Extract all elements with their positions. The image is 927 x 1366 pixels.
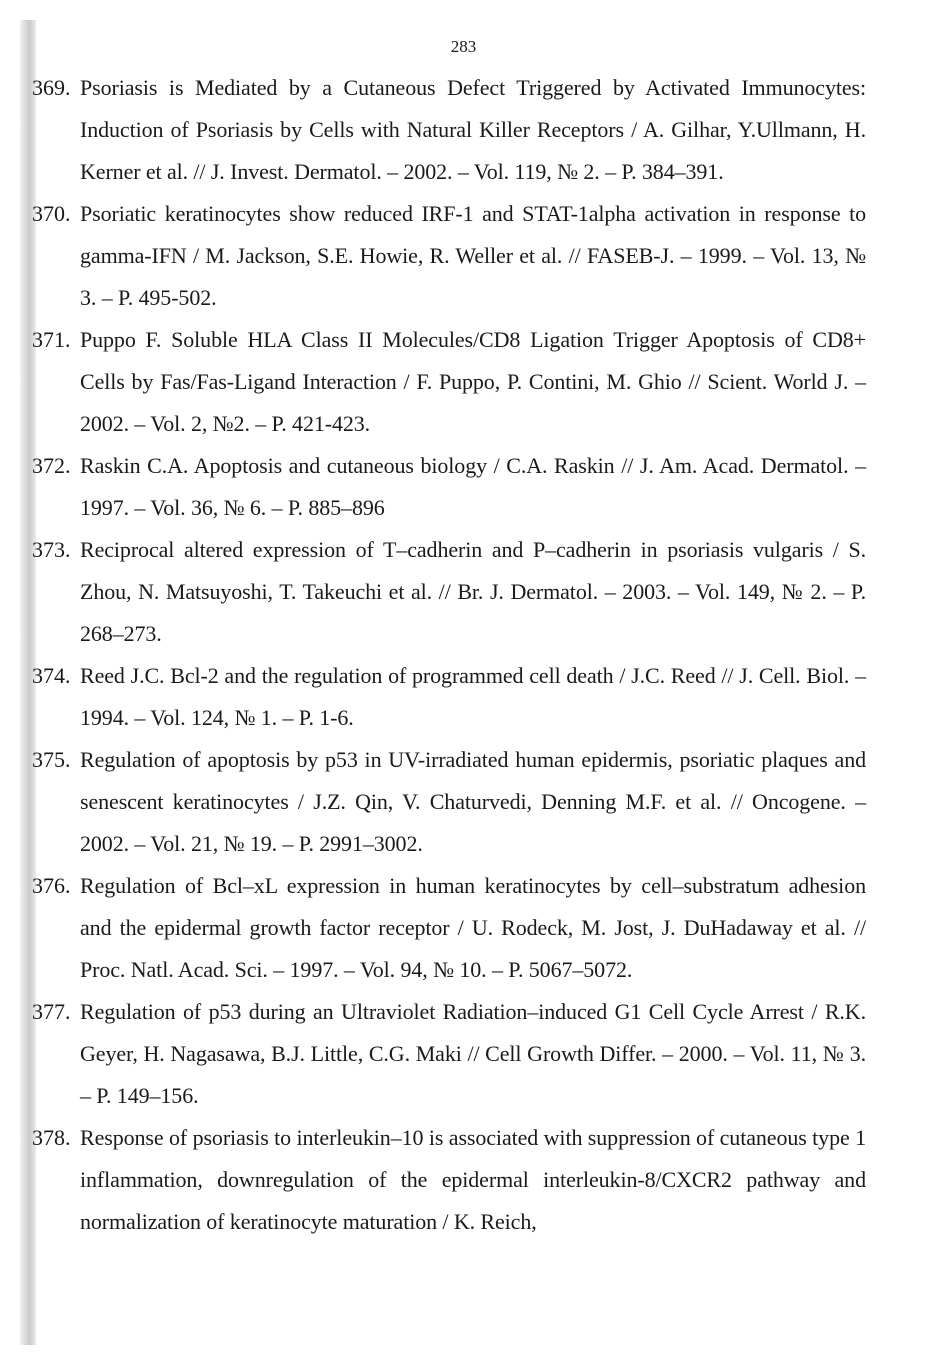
reference-item xyxy=(0,1117,927,1243)
reference-number: 371. xyxy=(32,327,71,352)
reference-text: Psoriasis is Mediated by a Cutaneous Defect Triggered by Activated Immunocytes: Induction of Psoriasis by Cells with Natural Killer Receptors / A. Gilhar, Y.Ullmann, H. Kerner et al. // J. Invest. Dermatol. – 2002. – Vol. 119, № 2. – P. 384–391. xyxy=(80,75,866,184)
reference-text: Raskin C.A. Apoptosis and cutaneous biology / C.A. Raskin // J. Am. Acad. Dermatol. – 1997. – Vol. 36, № 6. – P. 885–896 xyxy=(80,453,866,520)
reference-number: 372. xyxy=(32,453,71,478)
reference-number: 369. xyxy=(32,75,71,100)
reference-text: Reed J.C. Bcl-2 and the regulation of programmed cell death / J.C. Reed // J. Cell. Biol. – 1994. – Vol. 124, № 1. – P. 1-6. xyxy=(80,663,866,730)
reference-item xyxy=(0,445,927,529)
reference-text: Response of psoriasis to interleukin–10 is associated with suppression of cutaneous type 1 inflammation, downregulation of the epidermal interleukin-8/CXCR2 pathway and normalization of keratinocyte maturation / K. Reich, xyxy=(80,1125,866,1234)
reference-text: Regulation of apoptosis by p53 in UV-irradiated human epidermis, psoriatic plaques and senescent keratinocytes / J.Z. Qin, V. Chaturvedi, Denning M.F. et al. // Oncogene. – 2002. – Vol. 21, № 19. – P. 2991–3002. xyxy=(80,747,866,856)
reference-number: 378. xyxy=(32,1125,71,1150)
page-number: 283 xyxy=(450,37,477,56)
reference-text: Puppo F. Soluble HLA Class II Molecules/CD8 Ligation Trigger Apoptosis of CD8+ Cells by Fas/Fas-Ligand Interaction / F. Puppo, P. Contini, M. Ghio // Scient. World J. – 2002. – Vol. 2, №2. – P. 421-423. xyxy=(80,327,866,436)
reference-item xyxy=(0,739,927,865)
reference-item xyxy=(0,991,927,1117)
reference-text: Regulation of Bcl–xL expression in human keratinocytes by cell–substratum adhesion and the epidermal growth factor receptor / U. Rodeck, M. Jost, J. DuHadaway et al. // Proc. Natl. Acad. Sci. – 1997. – Vol. 94, № 10. – P. 5067–5072. xyxy=(80,873,866,982)
reference-number: 373. xyxy=(32,537,71,562)
reference-text: Regulation of p53 during an Ultraviolet Radiation–induced G1 Cell Cycle Arrest / R.K. Geyer, H. Nagasawa, B.J. Little, C.G. Maki // Cell Growth Differ. – 2000. – Vol. 11, № 3. – P. 149–156. xyxy=(80,999,866,1108)
reference-text: Reciprocal altered expression of T–cadherin and P–cadherin in psoriasis vulgaris / S. Zhou, N. Matsuyoshi, T. Takeuchi et al. // Br. J. Dermatol. – 2003. – Vol. 149, № 2. – P. 268–273. xyxy=(80,537,866,646)
reference-number: 375. xyxy=(32,747,71,772)
reference-number: 370. xyxy=(32,201,71,226)
reference-item xyxy=(0,655,927,739)
reference-item xyxy=(0,193,927,319)
reference-number: 374. xyxy=(32,663,71,688)
reference-item xyxy=(0,529,927,655)
reference-item xyxy=(0,67,927,193)
reference-list xyxy=(0,67,927,1243)
reference-item xyxy=(0,319,927,445)
reference-item xyxy=(0,865,927,991)
reference-number: 376. xyxy=(32,873,71,898)
reference-number: 377. xyxy=(32,999,71,1024)
reference-text: Psoriatic keratinocytes show reduced IRF-1 and STAT-1alpha activation in response to gamma-IFN / M. Jackson, S.E. Howie, R. Weller et al. // FASEB-J. – 1999. – Vol. 13, № 3. – P. 495-502. xyxy=(80,201,866,310)
